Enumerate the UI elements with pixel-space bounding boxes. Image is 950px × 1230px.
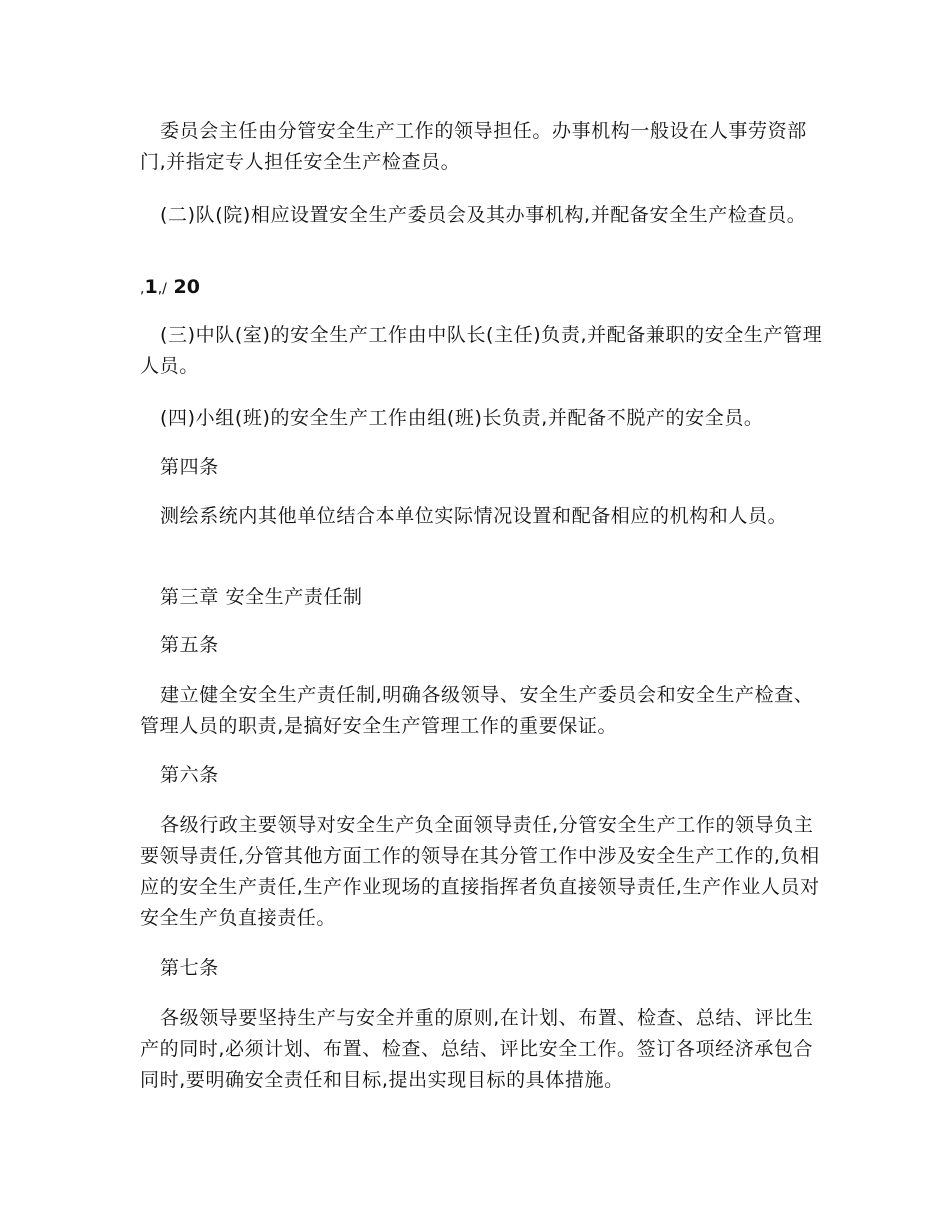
- page-total: 20: [173, 276, 200, 298]
- article-heading-5: 第五条: [160, 634, 219, 656]
- article-heading-4: 第四条: [160, 456, 219, 478]
- page-indicator-separator: ,/: [157, 281, 167, 297]
- page-current: 1: [144, 276, 158, 298]
- paragraph-team-committee: (二)队(院)相应设置安全生产委员会及其办事机构,并配备安全生产检查员。: [160, 204, 807, 226]
- paragraph-group-safety: (四)小组(班)的安全生产工作由组(班)长负责,并配备不脱产的安全员。: [160, 407, 764, 429]
- paragraph-responsibility-system: 建立健全安全生产责任制,明确各级领导、安全生产委员会和安全生产检查、管理人员的职责,是搞好安全生产管理工作的重要保证。: [140, 684, 814, 737]
- page-indicator-prefix: ,: [140, 281, 145, 297]
- paragraph-committee-chair: 委员会主任由分管安全生产工作的领导担任。办事机构一般设在人事劳资部门,并指定专人担任安全生产检查员。: [140, 120, 807, 173]
- page-indicator: [140, 273, 200, 303]
- paragraph-production-safety-balance: 各级领导要坚持生产与安全并重的原则,在计划、布置、检查、总结、评比生产的同时,必须计划、布置、检查、总结、评比安全工作。签订各项经济承包合同时,要明确安全责任和目标,提出实现目标的具体措施。: [140, 1007, 814, 1091]
- paragraph-other-units: 测绘系统内其他单位结合本单位实际情况设置和配备相应的机构和人员。: [160, 505, 788, 527]
- chapter-heading-3: 第三章 安全生产责任制: [160, 586, 363, 608]
- article-heading-6: 第六条: [160, 764, 219, 786]
- paragraph-leadership-responsibility: 各级行政主要领导对安全生产负全面领导责任,分管安全生产工作的领导负主要领导责任,分管其他方面工作的领导在其分管工作中涉及安全生产工作的,负相应的安全生产责任,生产作业现场的直接指挥者负直接领导责任,生产作业人员对安全生产负直接责任。: [140, 814, 820, 929]
- paragraph-squadron-safety: (三)中队(室)的安全生产工作由中队长(主任)负责,并配备兼职的安全生产管理人员。: [140, 324, 823, 377]
- article-heading-7: 第七条: [160, 957, 219, 979]
